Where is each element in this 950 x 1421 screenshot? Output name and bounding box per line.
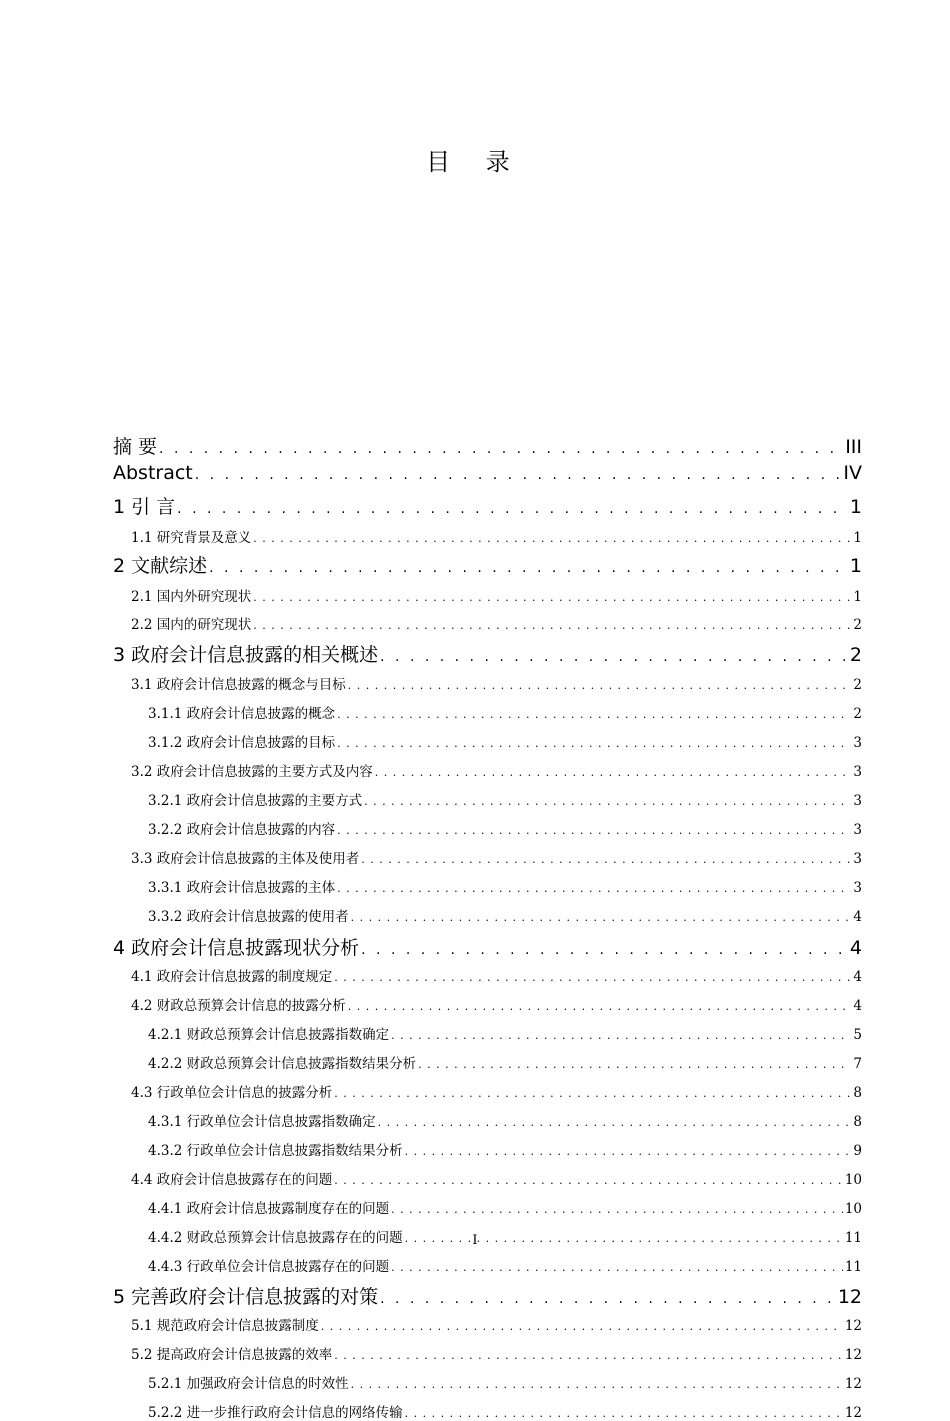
toc-entry-page: 5 (853, 1027, 862, 1043)
toc-leader-dots (334, 1087, 851, 1100)
toc-leader-dots (361, 853, 851, 866)
toc-leader-dots (351, 1378, 843, 1391)
toc-entry-label: 3.3.2 政府会计信息披露的使用者 (148, 909, 349, 925)
toc-leader-dots (348, 679, 852, 692)
toc-entry-label: 3.3.1 政府会计信息披露的主体 (148, 880, 336, 896)
toc-entry[interactable] (148, 731, 862, 751)
toc-leader-dots (348, 1000, 852, 1013)
toc-entry[interactable] (148, 1023, 862, 1043)
toc-leader-dots (209, 560, 848, 576)
toc-entry-label: 4.1 政府会计信息披露的制度规定 (131, 969, 333, 985)
toc-leader-dots (334, 1174, 843, 1187)
toc-entry-label: 4.3.2 行政单位会计信息披露指数结果分析 (148, 1143, 403, 1159)
toc-entry-page: 3 (853, 793, 862, 809)
toc-entry-page: 11 (844, 1259, 862, 1275)
toc-leader-dots (418, 1058, 851, 1071)
toc-entry[interactable] (131, 1168, 862, 1188)
toc-entry-page: 8 (853, 1114, 862, 1130)
toc-entry[interactable] (148, 1372, 862, 1392)
toc-entry-label: 4.4.3 行政单位会计信息披露存在的问题 (148, 1259, 390, 1275)
toc-leader-dots (380, 649, 848, 665)
toc-entry-label: 摘 要 (113, 436, 158, 458)
toc-entry[interactable] (113, 492, 862, 519)
toc-entry[interactable] (148, 789, 862, 809)
toc-entry-page: 1 (849, 496, 862, 518)
toc-leader-dots (334, 1349, 843, 1362)
toc-entry[interactable] (131, 1314, 862, 1334)
toc-entry[interactable] (131, 994, 862, 1014)
toc-entry-page: 12 (844, 1405, 862, 1421)
toc-leader-dots (380, 1291, 836, 1307)
toc-entry[interactable] (131, 1081, 862, 1101)
toc-leader-dots (391, 1261, 843, 1274)
toc-leader-dots (351, 911, 852, 924)
toc-entry-label: 1 引 言 (113, 496, 176, 518)
toc-entry-label: 3.1.2 政府会计信息披露的目标 (148, 735, 336, 751)
toc-entry-label: 3.1.1 政府会计信息披露的概念 (148, 706, 336, 722)
toc-leader-dots (177, 501, 848, 517)
page-title: 目 录 (426, 148, 524, 176)
toc-entry-label: 4.3 行政单位会计信息的披露分析 (131, 1085, 333, 1101)
toc-entry-page: 4 (849, 937, 862, 959)
toc-leader-dots (378, 1116, 852, 1129)
toc-entry-page: 3 (853, 880, 862, 896)
toc-entry[interactable] (131, 760, 862, 780)
toc-leader-dots (195, 467, 842, 483)
toc-entry-label: 5 完善政府会计信息披露的对策 (113, 1286, 379, 1308)
toc-entry-label: 1.1 研究背景及意义 (131, 530, 252, 546)
page-number: I (472, 1233, 478, 1248)
toc-entry-label: 4.3.1 行政单位会计信息披露指数确定 (148, 1114, 376, 1130)
toc-leader-dots (337, 737, 851, 750)
toc-entry-page: 3 (853, 851, 862, 867)
toc-entry-label: 4.2 财政总预算会计信息的披露分析 (131, 998, 346, 1014)
toc-entry-label: 3.2.2 政府会计信息披露的内容 (148, 822, 336, 838)
toc-leader-dots (321, 1320, 843, 1333)
toc-entry[interactable] (148, 1110, 862, 1130)
toc-entry-label: 3 政府会计信息披露的相关概述 (113, 644, 379, 666)
toc-entry-label: 5.2 提高政府会计信息披露的效率 (131, 1347, 333, 1363)
toc-entry-label: 4.2.2 财政总预算会计信息披露指数结果分析 (148, 1056, 417, 1072)
toc-leader-dots (159, 441, 843, 457)
toc-entry-page: 3 (853, 764, 862, 780)
toc-leader-dots (361, 942, 848, 958)
toc-entry-page: IV (843, 462, 862, 484)
toc-entry[interactable] (131, 965, 862, 985)
toc-entry-label: 4.2.1 财政总预算会计信息披露指数确定 (148, 1027, 390, 1043)
toc-leader-dots (364, 795, 851, 808)
toc-entry-page: 1 (853, 589, 862, 605)
toc-entry[interactable] (113, 551, 862, 578)
toc-entry[interactable] (148, 818, 862, 838)
toc-entry-label: 3.2.1 政府会计信息披露的主要方式 (148, 793, 363, 809)
toc-entry[interactable] (131, 613, 862, 633)
toc-leader-dots (391, 1203, 843, 1216)
toc-entry-page: III (845, 436, 862, 458)
toc-entry-page: 12 (844, 1347, 862, 1363)
toc-entry-label: 4.4.2 财政总预算会计信息披露存在的问题 (148, 1230, 403, 1246)
toc-entry-page: 4 (853, 998, 862, 1014)
toc-leader-dots (253, 532, 851, 545)
toc-entry-page: 9 (853, 1143, 862, 1159)
toc-entry-page: 2 (849, 644, 862, 666)
toc-entry-page: 1 (853, 530, 862, 546)
toc-entry-label: 2.1 国内外研究现状 (131, 589, 252, 605)
toc-entry[interactable] (148, 1139, 862, 1159)
toc-entry-page: 11 (844, 1230, 862, 1246)
toc-entry-label: Abstract (113, 462, 193, 484)
toc-leader-dots (375, 766, 852, 779)
toc-entry[interactable] (148, 905, 862, 925)
toc-entry-page: 12 (844, 1376, 862, 1392)
toc-leader-dots (337, 824, 851, 837)
toc-entry-page: 12 (844, 1318, 862, 1334)
toc-entry[interactable] (148, 1052, 862, 1072)
toc-entry-page: 4 (853, 969, 862, 985)
toc-entry[interactable] (148, 1255, 862, 1275)
toc-entry[interactable] (113, 1282, 862, 1309)
toc-entry[interactable] (131, 585, 862, 605)
toc-entry-label: 2 文献综述 (113, 555, 208, 577)
toc-leader-dots (337, 708, 851, 721)
toc-leader-dots (253, 591, 851, 604)
toc-entry[interactable] (113, 432, 862, 459)
toc-entry[interactable] (148, 1197, 862, 1217)
toc-entry-label: 5.2.2 进一步推行政府会计信息的网络传输 (148, 1405, 403, 1421)
toc-entry[interactable] (113, 640, 862, 667)
toc-entry-page: 3 (853, 735, 862, 751)
toc-entry-label: 4.4.1 政府会计信息披露制度存在的问题 (148, 1201, 390, 1217)
toc-entry[interactable] (148, 702, 862, 722)
toc-entry-label: 5.1 规范政府会计信息披露制度 (131, 1318, 319, 1334)
toc-entry[interactable] (131, 526, 862, 546)
toc-entry-page: 1 (849, 555, 862, 577)
toc-entry[interactable] (148, 1401, 862, 1421)
toc-entry[interactable] (113, 462, 862, 484)
toc-entry-label: 4 政府会计信息披露现状分析 (113, 937, 360, 959)
toc-entry-page: 10 (844, 1201, 862, 1217)
toc-leader-dots (253, 619, 851, 632)
toc-entry-label: 3.3 政府会计信息披露的主体及使用者 (131, 851, 360, 867)
toc-leader-dots (334, 971, 851, 984)
toc-entry[interactable] (113, 933, 862, 960)
toc-entry-page: 8 (853, 1085, 862, 1101)
toc-entry-page: 10 (844, 1172, 862, 1188)
toc-entry-label: 3.1 政府会计信息披露的概念与目标 (131, 677, 346, 693)
toc-entry[interactable] (131, 673, 862, 693)
toc-entry-page: 2 (853, 706, 862, 722)
toc-entry-label: 2.2 国内的研究现状 (131, 617, 252, 633)
toc-entry-page: 7 (853, 1056, 862, 1072)
toc-leader-dots (337, 882, 851, 895)
toc-leader-dots (391, 1029, 851, 1042)
toc-entry-label: 3.2 政府会计信息披露的主要方式及内容 (131, 764, 373, 780)
toc-entry-page: 4 (853, 909, 862, 925)
toc-entry-page: 12 (837, 1286, 862, 1308)
toc-entry[interactable] (148, 876, 862, 896)
toc-entry-label: 4.4 政府会计信息披露存在的问题 (131, 1172, 333, 1188)
toc-entry-page: 2 (853, 617, 862, 633)
toc-leader-dots (405, 1407, 843, 1420)
toc-entry-page: 2 (853, 677, 862, 693)
toc-entry[interactable] (131, 847, 862, 867)
toc-leader-dots (405, 1145, 852, 1158)
toc-entry-page: 3 (853, 822, 862, 838)
toc-entry[interactable] (131, 1343, 862, 1363)
toc-entry-label: 5.2.1 加强政府会计信息的时效性 (148, 1376, 349, 1392)
